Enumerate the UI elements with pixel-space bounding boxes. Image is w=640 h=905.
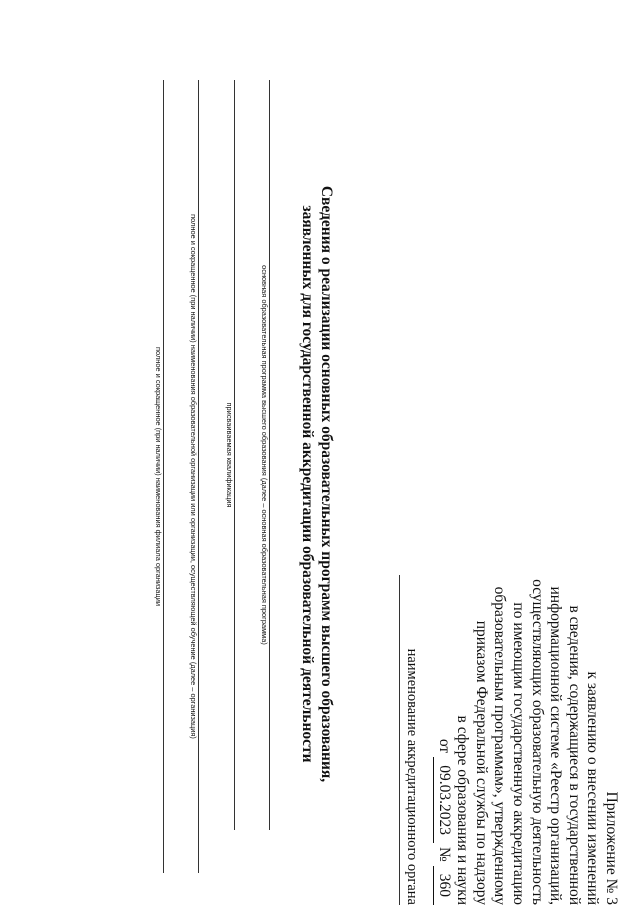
program-field (260, 80, 270, 830)
organization-field (189, 80, 199, 873)
appendix-line: по имеющим государственную аккредитацию (510, 602, 528, 905)
appendix-line: в сведения, содержащиеся в государственной (565, 605, 583, 905)
program-field-caption: основная образовательная программа высшего образования (далее – основная образовательная программа) (260, 265, 269, 645)
appendix-line: к заявлению о внесении изменений (584, 671, 602, 905)
appendix-line: в сфере образования и науки (454, 715, 472, 905)
qualification-field-caption: присваиваемая квалификация (225, 402, 234, 508)
authority-name-field (375, 575, 420, 905)
qualification-field (225, 80, 235, 830)
title-line-1: Сведения о реализации основных образовательных программ высшего образования, (318, 185, 335, 783)
branch-field (154, 80, 164, 873)
organization-field-caption: полное и сокращенное (при наличии) наименования образовательной организации или организации, осуществляющей обучение (далее – организация) (189, 214, 198, 739)
appendix-line: осуществляющих образовательную деятельность (528, 579, 546, 905)
title-line-2: заявленных для государственной аккредитации образовательной деятельности (299, 205, 316, 763)
order-number: 360 (433, 866, 453, 905)
appendix-line: информационной системе «Реестр организаций, (547, 586, 565, 905)
branch-field-caption: полное и сокращенное (при наличии) наименования филиала организации (154, 347, 163, 606)
order-number-label: № (435, 846, 453, 862)
appendix-line: приказом Федеральной службы по надзору (472, 620, 490, 905)
order-from-label: от (435, 738, 453, 754)
appendix-number: Приложение № 3 (603, 791, 620, 905)
order-reference (433, 575, 453, 905)
appendix-header (433, 575, 620, 905)
authority-name-caption: наименование аккредитационного органа (404, 648, 420, 905)
document-title (298, 75, 336, 893)
order-date: 09.03.2023 (433, 757, 453, 843)
appendix-line: образовательным программам», утвержденному (491, 586, 509, 905)
